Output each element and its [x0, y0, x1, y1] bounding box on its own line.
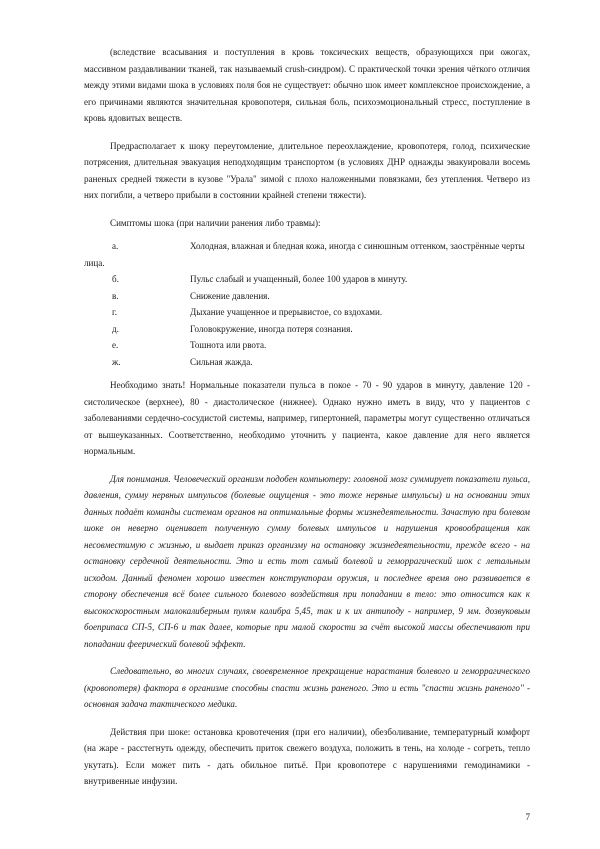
list-item — [84, 304, 530, 321]
paragraph-spacer — [84, 204, 530, 215]
list-item — [84, 288, 530, 305]
list-item-marker: д. — [112, 323, 119, 334]
list-item-label: Сильная жажда. — [190, 356, 253, 367]
list-item — [84, 354, 530, 371]
paragraph-predisposing-factors: Предрасполагает к шоку переутомление, длительное переохлаждение, кровопотеря, голод, психические потрясения, длительная эвакуация неподходящим транспортом (в условиях ДНР однажды эвакуировали восемь раненых средней тяжести в кузове "Урала" зимой с плохо наложенными повязками, без утепления. Четверо из них погибли, а четверо прибыли в состоянии крайней степени тяжести). — [84, 140, 530, 200]
document-body — [84, 44, 530, 790]
list-item-marker: б. — [112, 274, 119, 284]
list-item-marker: а. — [112, 241, 119, 251]
paragraph-spacer — [84, 652, 530, 663]
paragraph-spacer — [84, 713, 530, 724]
list-spacer — [84, 231, 530, 238]
list-item-label: Тошнота или рвота. — [190, 340, 267, 350]
list-spacer — [84, 370, 530, 377]
symptoms-intro: Симптомы шока (при наличии ранения либо травмы): — [110, 217, 321, 228]
list-item-marker: е. — [112, 340, 119, 350]
list-item-label: Снижение давления. — [190, 290, 270, 301]
paragraph-for-understanding: Для понимания. Человеческий организм подобен компьютеру: головной мозг суммирует показатели пульса, давления, сумму нервных импульсов (болевые ощущения - это тоже нервные импульсы) и на основании этих данных подаёт команды системам органов на оптимальные формы жизнедеятельности. Зачастую при болевом шоке он неверно оценивает полученную сумму болевых импульсов и нарушения кровообращения как несовместимую с жизнью, и выдает приказ организму на остановку жизнедеятельности, прежде всего - на остановку сердечной деятельности. Это и есть тот самый болевой и геморрагический шок с летальным исходом. Данный феномен хорошо известен конструкторам оружия, и последнее время оно развивается в сторону обеспечения всё более сильного болевого воздействия при попадании в тело: это относится как к высокоскоростным малокалиберным пулям калибра 5,45, так и к их антиподу - например, 9 мм. дозвуковым боеприпаса СП-5, СП-6 и так далее, которые при малой скорости за счёт высокой массы обеспечивают при попадании феерический болевой эффект. — [84, 473, 530, 649]
list-item-label: Холодная, влажная и бледная кожа, иногда с синюшным оттенком, заострённые черты лица. — [84, 241, 525, 268]
list-item-label: Головокружение, иногда потеря сознания. — [190, 323, 353, 334]
paragraph-actions-in-shock: Действия при шоке: остановка кровотечения (при его наличии), обезболивание, температурный комфорт (на жаре - расстегнуть одежду, обеспечить приток свежего воздуха, положить в тень, на холоде - согреть, тепло укутать). Если может пить - дать обильное питьё. При кровопотере с нарушениями гемодинамики - внутривенные инфузии. — [84, 726, 530, 786]
list-item-marker: ж. — [112, 356, 121, 367]
paragraph-conclusion: Следовательно, во многих случаях, своевременное прекращение нарастания болевого и геморрагического (кровопотеря) фактора в организме способны спасти жизнь раненого. Это и есть "спасти жизнь раненого" - основная задача тактического медика. — [84, 666, 530, 709]
list-item — [84, 271, 530, 288]
paragraph-spacer — [84, 460, 530, 471]
paragraph-toxic-substances: (вследствие всасывания и поступления в кровь токсических веществ, образующихся при ожогах, массивном раздавливании тканей, так называемый crush-синдром). С практической точки зрения чёткого отличия между этими видами шока в условиях поля боя не существует: обычно шок имеет комплексное происхождение, а его причинами являются значительная кровопотеря, сильная боль, психоэмоциональный стресс, поступление в кровь ядовитых веществ. — [84, 47, 530, 123]
paragraph-spacer — [84, 127, 530, 138]
list-item — [84, 238, 530, 271]
list-item — [84, 321, 530, 338]
list-item — [84, 337, 530, 354]
list-item-label: Пульс слабый и учащенный, более 100 ударов в минуту. — [190, 274, 408, 284]
list-item-marker: г. — [112, 307, 117, 317]
symptoms-list — [84, 238, 530, 370]
list-item-marker: в. — [112, 290, 119, 301]
paragraph-normal-vitals: Необходимо знать! Нормальные показатели пульса в покое - 70 - 90 ударов в минуту, давление 120 - систолическое (верхнее), 80 - диастолическое (нижнее). Однако нужно иметь в виду, что у пациентов с заболеваниями сердечно-сосудистой системы, например, гипертонией, параметры могут существенно отличаться от вышеуказанных. Соответственно, необходимо уточнить у пациента, какое давление для него является нормальным. — [84, 380, 530, 456]
list-item-label: Дыхание учащенное и прерывистое, со вздохами. — [190, 307, 383, 317]
page-number: 7 — [525, 812, 530, 822]
